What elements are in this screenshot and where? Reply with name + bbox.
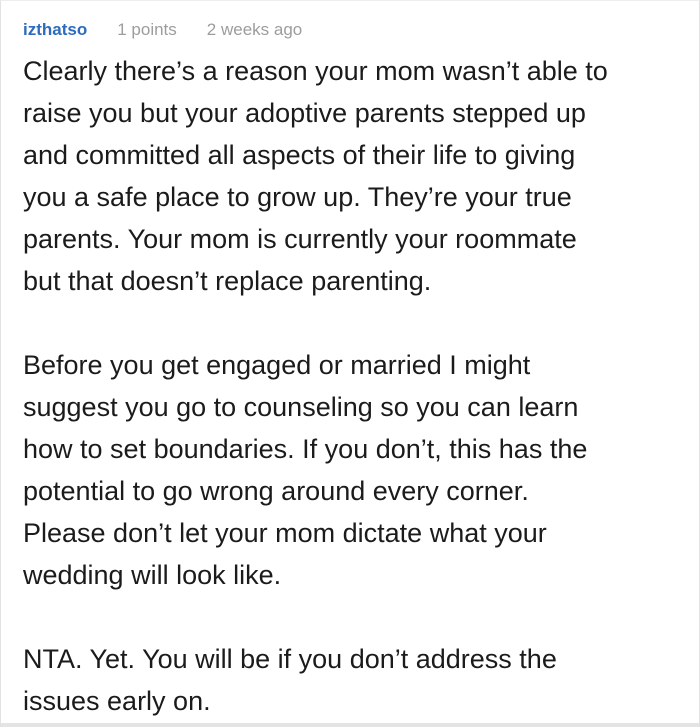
comment-text-line: potential to go wrong around every corner. (23, 476, 529, 506)
comment-author-link[interactable]: izthatso (23, 20, 88, 39)
comment-paragraph (23, 638, 681, 722)
comment-text-line: issues early on. (23, 686, 211, 716)
comment-text-line: and committed all aspects of their life to giving (23, 140, 576, 170)
comment-text-line: but that doesn’t replace parenting. (23, 266, 432, 296)
comment-header (1, 1, 699, 38)
comment-paragraph (23, 50, 681, 302)
comment-body (1, 50, 699, 722)
comment-text-line: how to set boundaries. If you don’t, this has the (23, 434, 588, 464)
comment-text-line: Before you get engaged or married I might (23, 350, 531, 380)
comment-text-line: wedding will look like. (23, 560, 282, 590)
comment-text-line: NTA. Yet. You will be if you don’t address the (23, 644, 557, 674)
comment-points: 1 points (117, 20, 177, 39)
comment-text-line: you a safe place to grow up. They’re your true (23, 182, 572, 212)
comment-text-line: suggest you go to counseling so you can learn (23, 392, 579, 422)
comment-text-line: raise you but your adoptive parents stepped up (23, 98, 586, 128)
comment-text-line: Clearly there’s a reason your mom wasn’t able to (23, 56, 608, 86)
bottom-divider (1, 723, 699, 727)
comment-timestamp: 2 weeks ago (206, 20, 303, 39)
comment-paragraph (23, 344, 681, 596)
comment-text-line: parents. Your mom is currently your roommate (23, 224, 577, 254)
comment-text-line: Please don’t let your mom dictate what your (23, 518, 547, 548)
